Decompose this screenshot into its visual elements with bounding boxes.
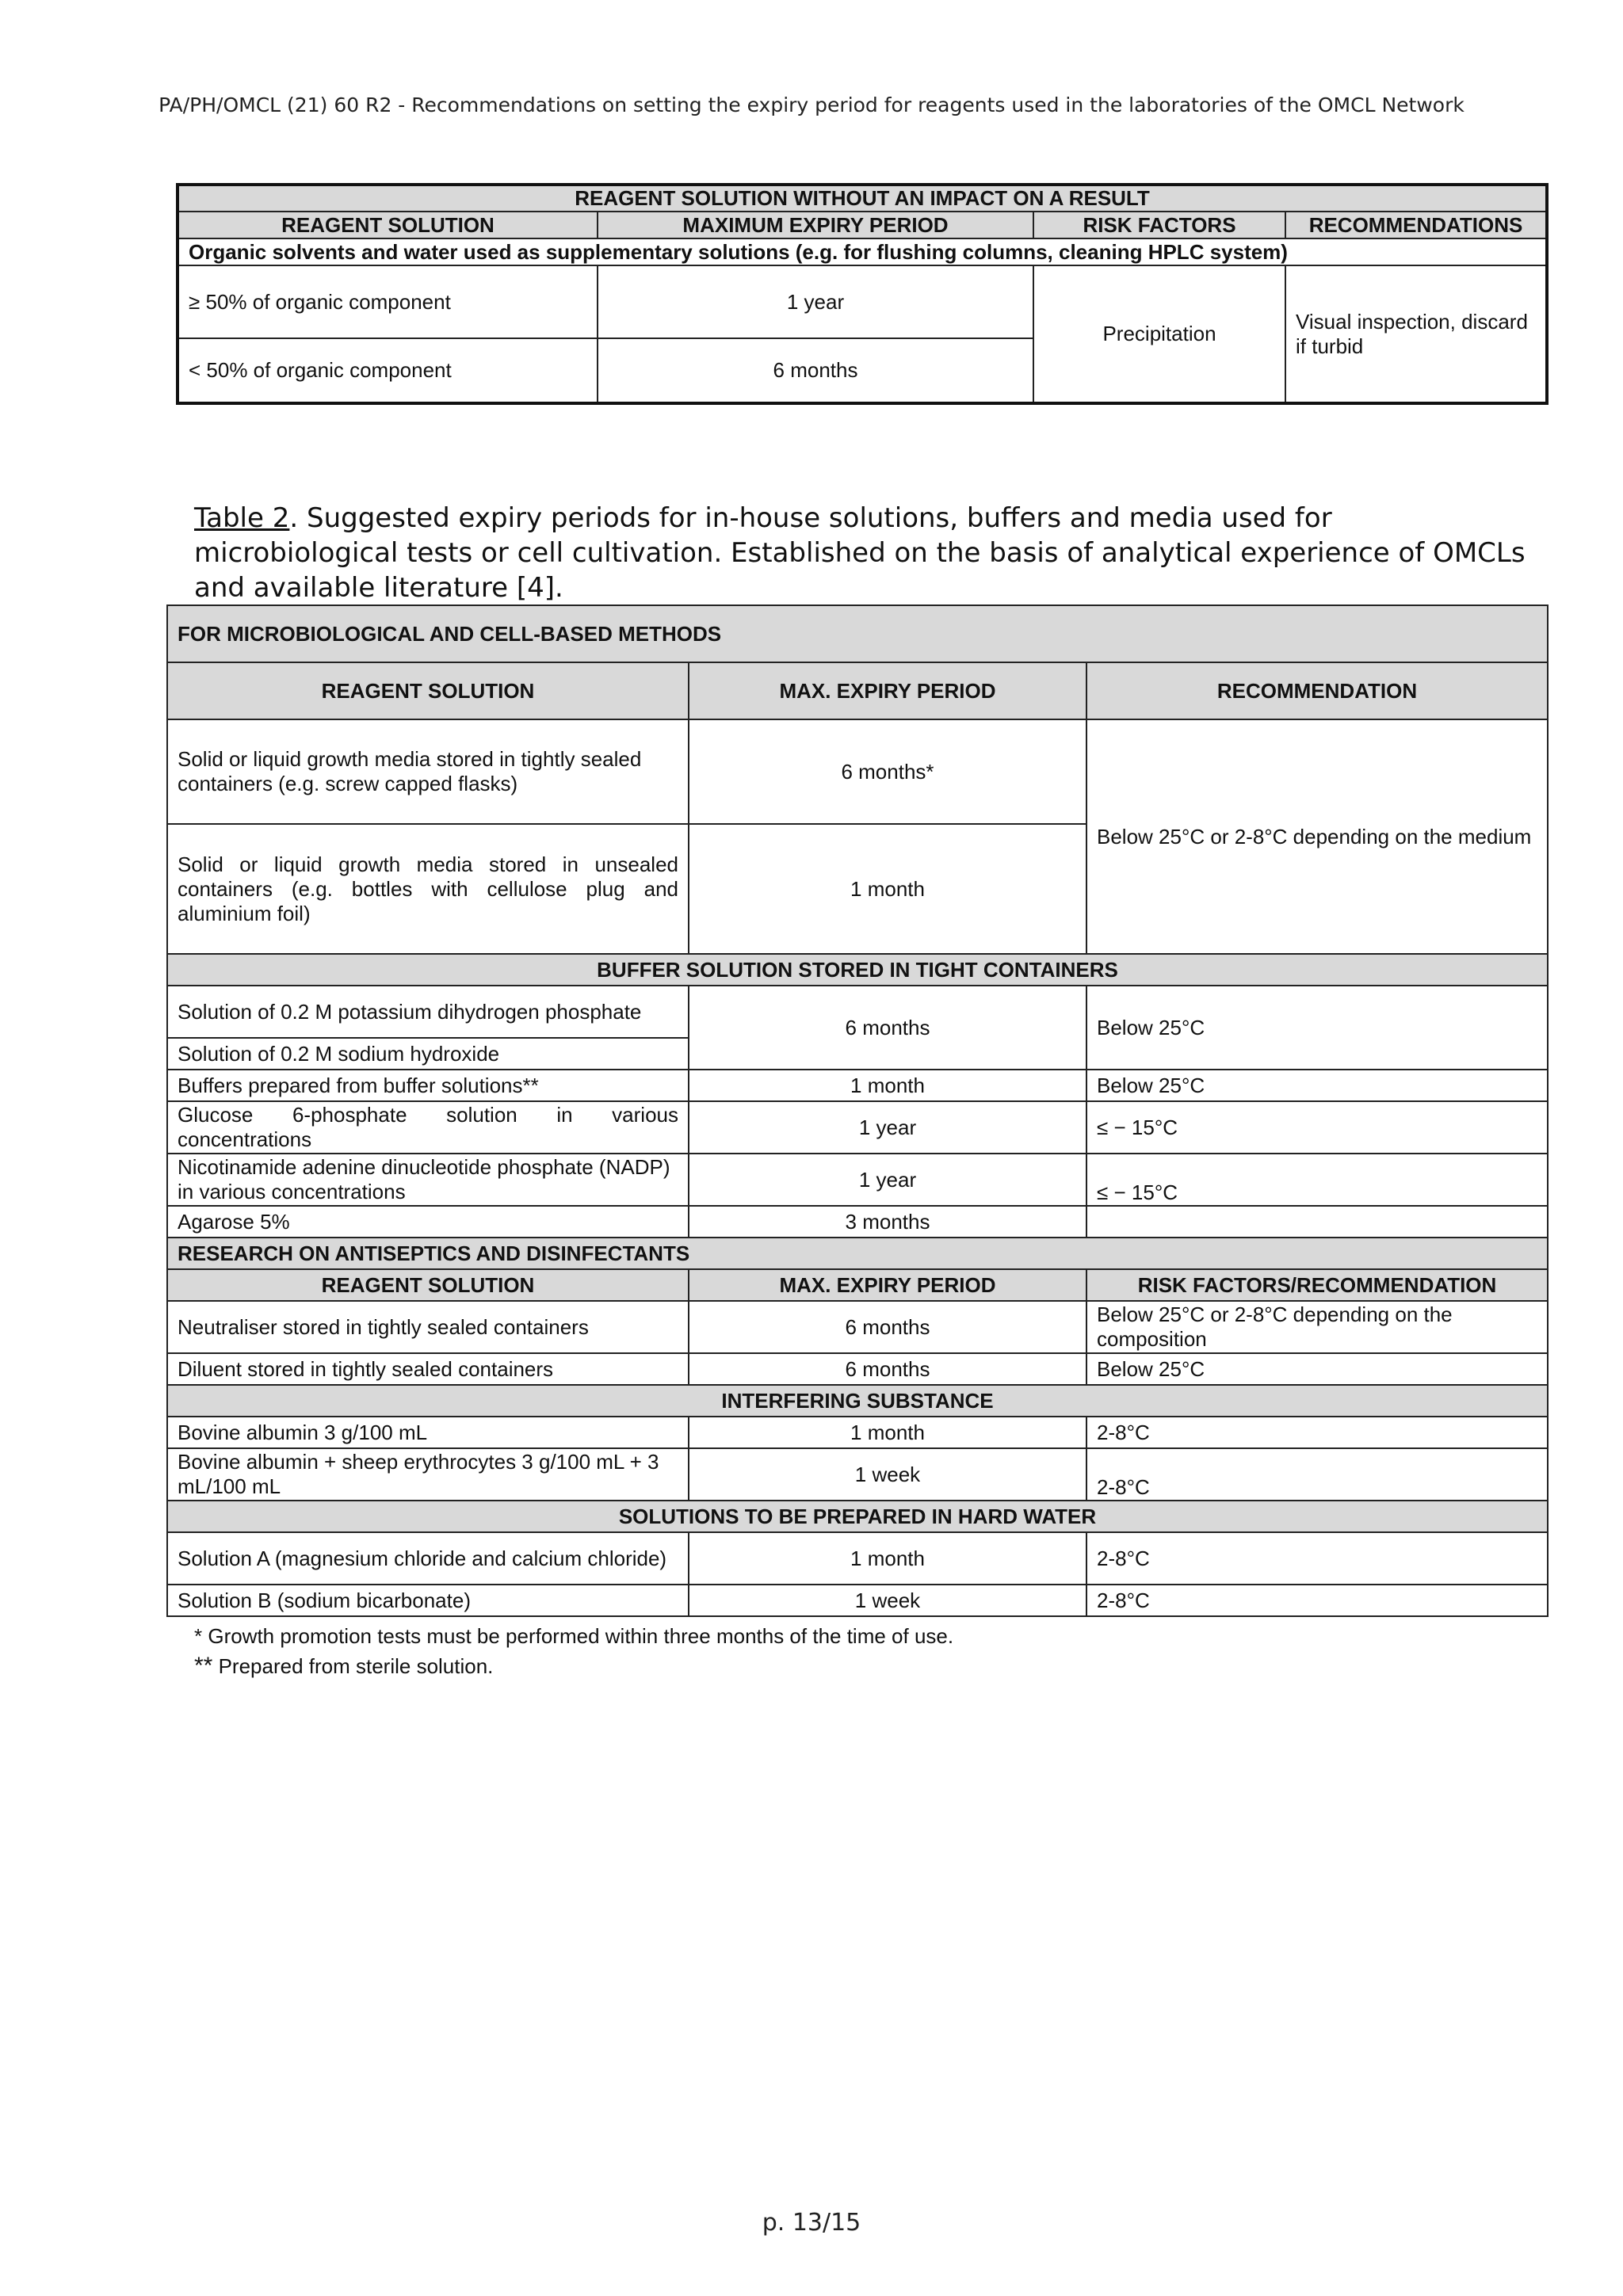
interfering-period: 1 week bbox=[689, 1448, 1086, 1501]
table1-header-reagent: REAGENT SOLUTION bbox=[178, 212, 598, 238]
table-row: Solid or liquid growth media stored in tightly sealed containers (e.g. screw capped flasks) bbox=[167, 719, 689, 824]
table2-header-recommendation: RECOMMENDATION bbox=[1086, 662, 1548, 719]
buffer-recommendation: Below 25°C bbox=[1086, 986, 1548, 1070]
table1-section: Organic solvents and water used as supplementary solutions (e.g. for flushing columns, cleaning HPLC system) bbox=[178, 238, 1547, 265]
table-row: Neutraliser stored in tightly sealed containers bbox=[167, 1301, 689, 1353]
table-row: Solution A (magnesium chloride and calcium chloride) bbox=[167, 1532, 689, 1585]
page-number: p. 13/15 bbox=[762, 2209, 861, 2237]
table-row: < 50% of organic component bbox=[178, 338, 598, 403]
hardwater-period: 1 month bbox=[689, 1532, 1086, 1585]
caption-label: Table 2 bbox=[194, 502, 290, 534]
buffer-period: 1 month bbox=[689, 1070, 1086, 1101]
buffer-period: 3 months bbox=[689, 1206, 1086, 1238]
table-row: Bovine albumin + sheep erythrocytes 3 g/100 mL + 3 mL/100 mL bbox=[167, 1448, 689, 1501]
table-row: Bovine albumin 3 g/100 mL bbox=[167, 1417, 689, 1448]
table-row: Solution B (sodium bicarbonate) bbox=[167, 1585, 689, 1616]
table-row: Agarose 5% bbox=[167, 1206, 689, 1238]
caption-text: . Suggested expiry periods for in-house solutions, buffers and media used for microbiological tests or cell cultivation. Established on the basis of analytical experience of OMCLs and available literature [4]. bbox=[194, 502, 1526, 604]
interfering-recommendation: 2-8°C bbox=[1086, 1417, 1548, 1448]
table1-header-period: MAXIMUM EXPIRY PERIOD bbox=[598, 212, 1033, 238]
antiseptic-recommendation: Below 25°C or 2-8°C depending on the composition bbox=[1086, 1301, 1548, 1353]
table1-period: 1 year bbox=[598, 265, 1033, 338]
antiseptic-period: 6 months bbox=[689, 1353, 1086, 1385]
growth-period: 1 month bbox=[689, 824, 1086, 954]
buffer-period: 6 months bbox=[689, 986, 1086, 1070]
antiseptic-section-title: RESEARCH ON ANTISEPTICS AND DISINFECTANTS bbox=[167, 1238, 1548, 1269]
table2-title: FOR MICROBIOLOGICAL AND CELL-BASED METHODS bbox=[167, 605, 1548, 662]
table-microbiological-methods bbox=[166, 605, 1549, 1617]
footnote-2-marker: ** bbox=[194, 1653, 213, 1679]
hardwater-recommendation: 2-8°C bbox=[1086, 1532, 1548, 1585]
table-row: Buffers prepared from buffer solutions** bbox=[167, 1070, 689, 1101]
table1-recommendation: Visual inspection, discard if turbid bbox=[1285, 265, 1547, 403]
buffer-recommendation-empty bbox=[1086, 1206, 1548, 1238]
antiseptic-recommendation: Below 25°C bbox=[1086, 1353, 1548, 1385]
buffer-section-title: BUFFER SOLUTION STORED IN TIGHT CONTAINERS bbox=[167, 954, 1548, 986]
table1-header-risk: RISK FACTORS bbox=[1033, 212, 1285, 238]
table-row: Solid or liquid growth media stored in unsealed containers (e.g. bottles with cellulose plug and aluminium foil) bbox=[167, 824, 689, 954]
table1-header-recommendations: RECOMMENDATIONS bbox=[1285, 212, 1547, 238]
buffer-period: 1 year bbox=[689, 1101, 1086, 1154]
footnote-2-text: Prepared from sterile solution. bbox=[212, 1654, 494, 1678]
table-row: Glucose 6-phosphate solution in various concentrations bbox=[167, 1101, 689, 1154]
antiseptic-header-period: MAX. EXPIRY PERIOD bbox=[689, 1269, 1086, 1301]
hardwater-period: 1 week bbox=[689, 1585, 1086, 1616]
antiseptic-header-recommendation: RISK FACTORS/RECOMMENDATION bbox=[1086, 1269, 1548, 1301]
table-row: Diluent stored in tightly sealed containers bbox=[167, 1353, 689, 1385]
page-header: PA/PH/OMCL (21) 60 R2 - Recommendations on setting the expiry period for reagents used in the laboratories of the OMCL Network bbox=[158, 93, 1465, 116]
footnote-2 bbox=[194, 1651, 953, 1681]
interfering-period: 1 month bbox=[689, 1417, 1086, 1448]
table2-caption bbox=[194, 501, 1541, 605]
table-row: Nicotinamide adenine dinucleotide phosphate (NADP) in various concentrations bbox=[167, 1154, 689, 1206]
buffer-period: 1 year bbox=[689, 1154, 1086, 1206]
buffer-recommendation: Below 25°C bbox=[1086, 1070, 1548, 1101]
table1-risk: Precipitation bbox=[1033, 265, 1285, 403]
buffer-recommendation: ≤ − 15°C bbox=[1086, 1101, 1548, 1154]
table-row: ≥ 50% of organic component bbox=[178, 265, 598, 338]
interfering-recommendation: 2-8°C bbox=[1086, 1448, 1548, 1501]
buffer-recommendation: ≤ − 15°C bbox=[1086, 1154, 1548, 1206]
hardwater-section-title: SOLUTIONS TO BE PREPARED IN HARD WATER bbox=[167, 1501, 1548, 1532]
footnote-1: * Growth promotion tests must be performed within three months of the time of use. bbox=[194, 1624, 954, 1648]
table-reagent-without-impact bbox=[176, 183, 1549, 405]
table-footnotes bbox=[194, 1621, 953, 1681]
growth-recommendation: Below 25°C or 2-8°C depending on the medium bbox=[1086, 719, 1548, 954]
antiseptic-header-reagent: REAGENT SOLUTION bbox=[167, 1269, 689, 1301]
table1-period: 6 months bbox=[598, 338, 1033, 403]
interfering-section-title: INTERFERING SUBSTANCE bbox=[167, 1385, 1548, 1417]
table-row: Solution of 0.2 M potassium dihydrogen phosphate bbox=[167, 986, 689, 1038]
table2-header-period: MAX. EXPIRY PERIOD bbox=[689, 662, 1086, 719]
table2-header-reagent: REAGENT SOLUTION bbox=[167, 662, 689, 719]
table1-title: REAGENT SOLUTION WITHOUT AN IMPACT ON A RESULT bbox=[178, 185, 1547, 212]
growth-period: 6 months* bbox=[689, 719, 1086, 824]
antiseptic-period: 6 months bbox=[689, 1301, 1086, 1353]
hardwater-recommendation: 2-8°C bbox=[1086, 1585, 1548, 1616]
table-row: Solution of 0.2 M sodium hydroxide bbox=[167, 1038, 689, 1070]
